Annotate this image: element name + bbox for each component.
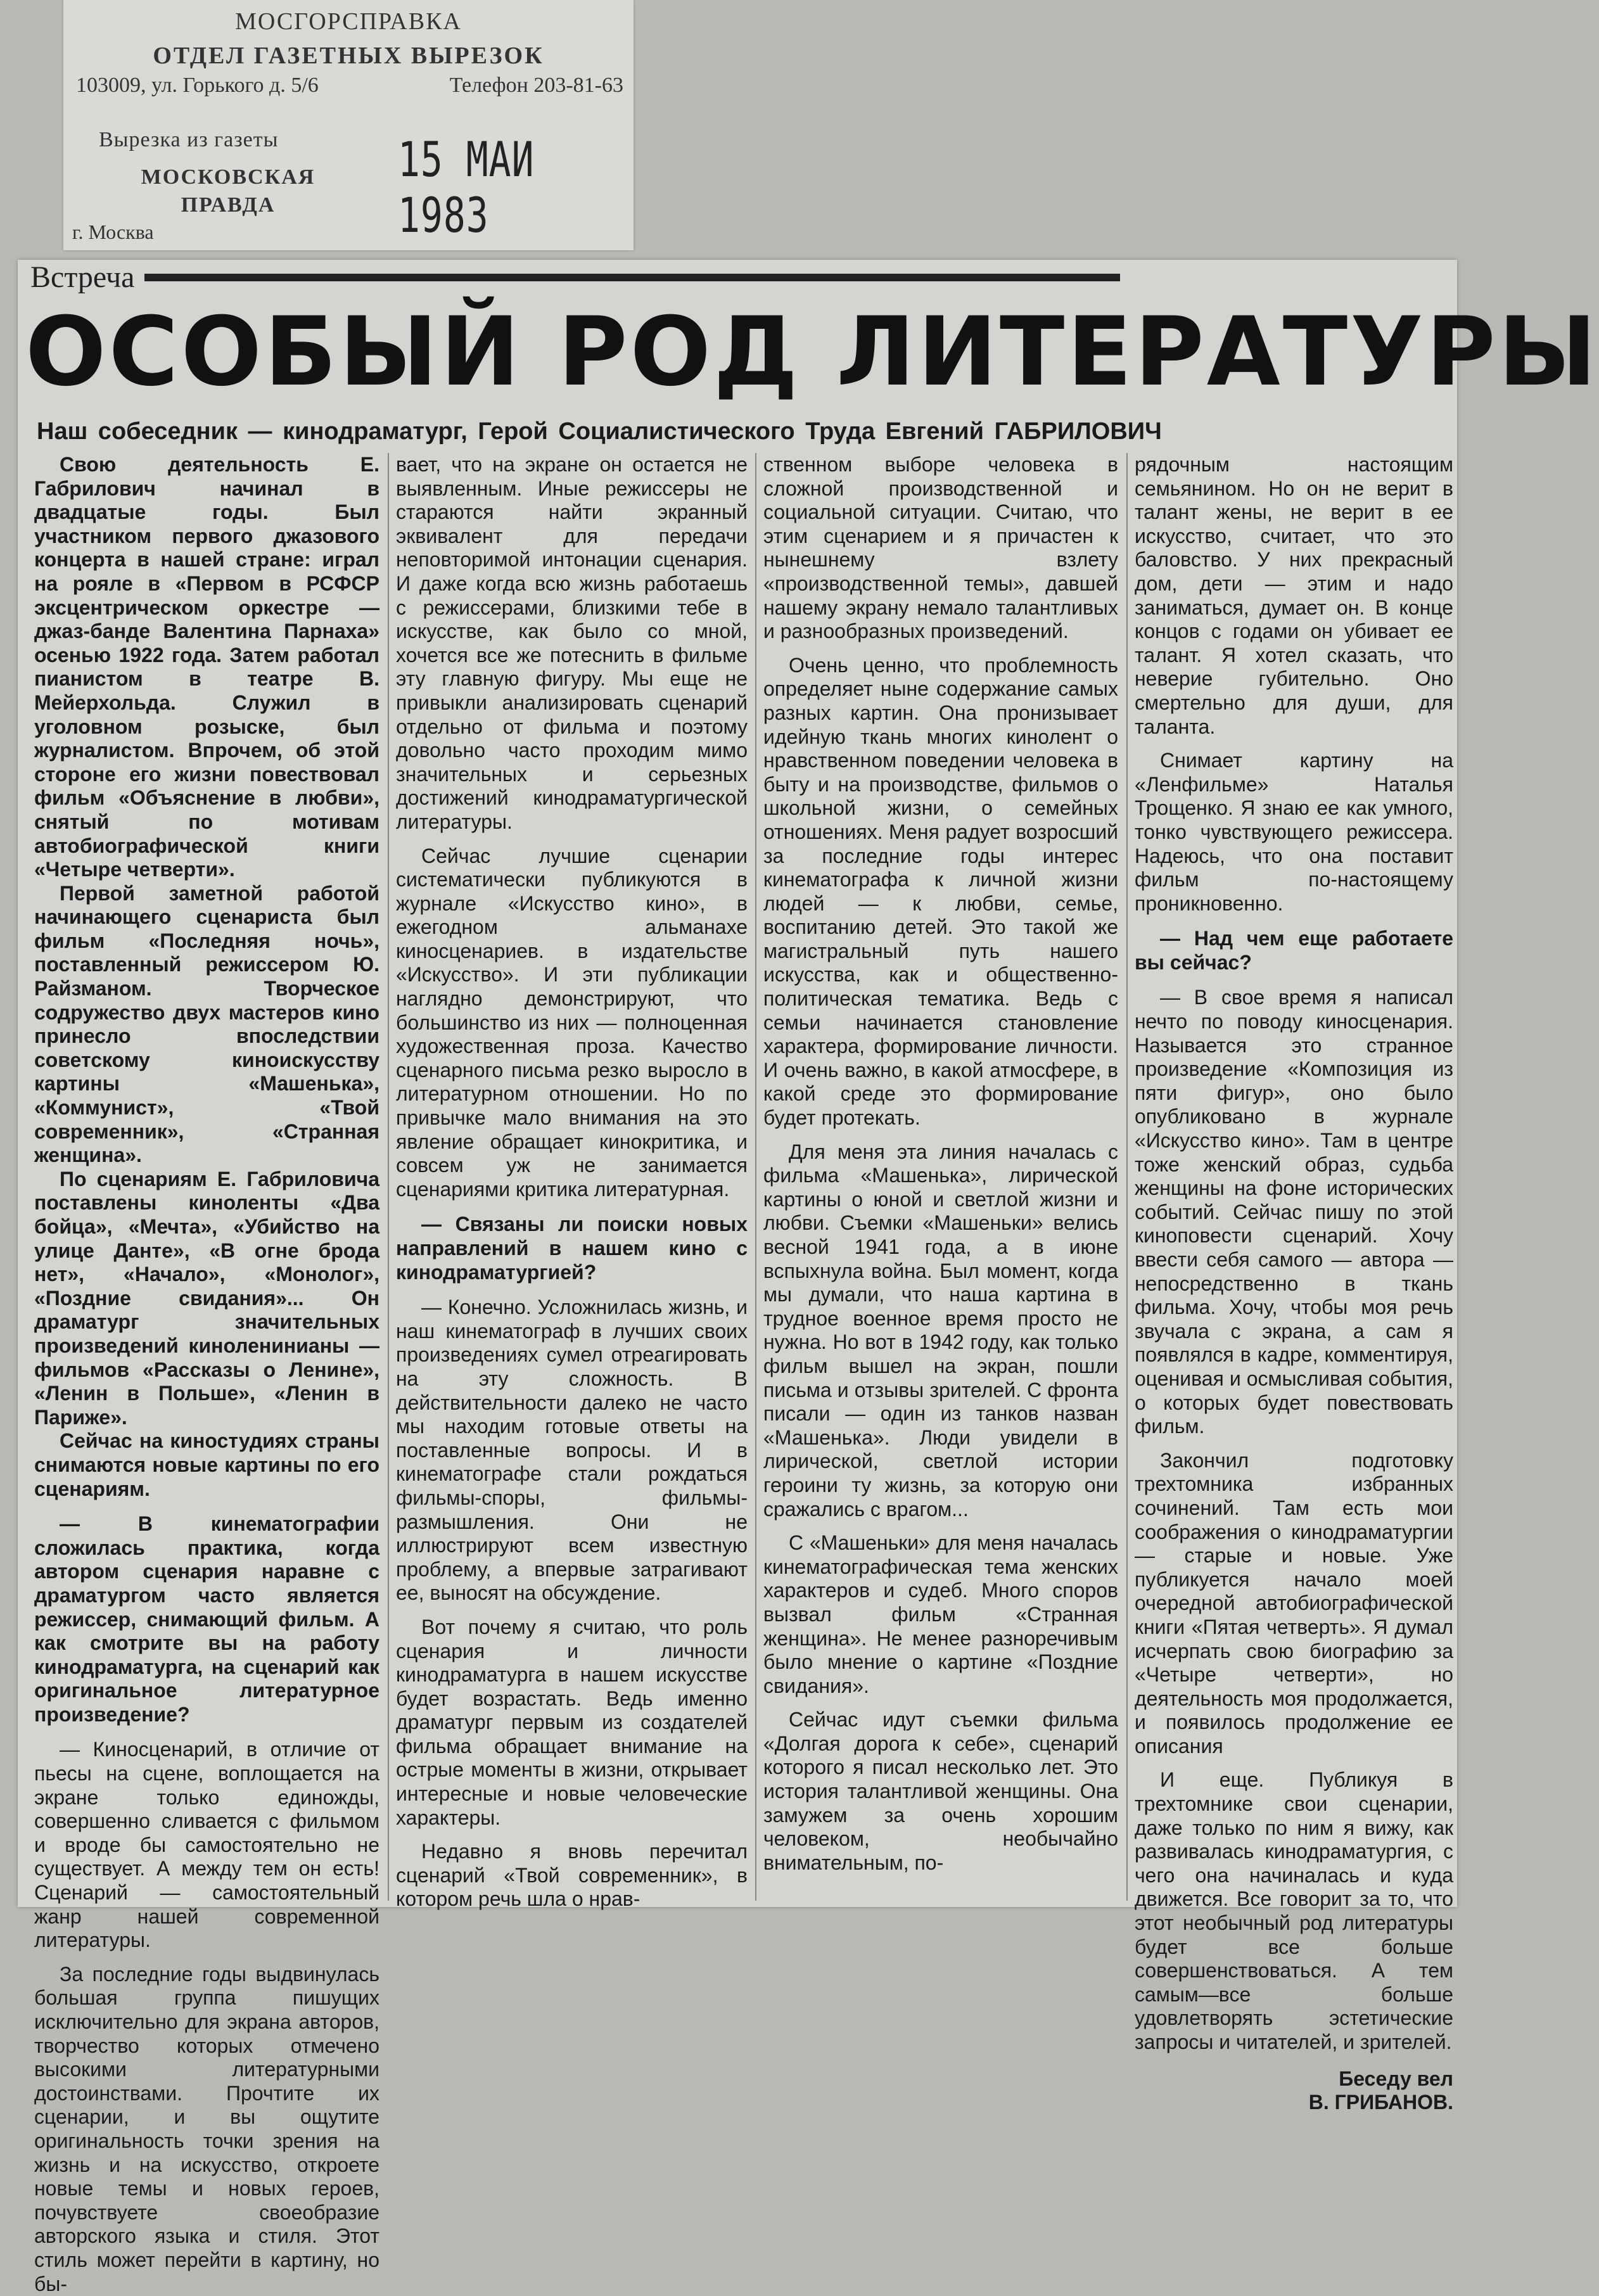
- column-divider: [755, 453, 756, 1901]
- column-1: [34, 453, 379, 2295]
- body-paragraph: За последние годы выдвинулась большая группа пишущих исключительно для экрана авторов, творчество которых отмечено высокими литературными достоинствами. Прочтите их сценарии, и вы ощутите оригинальность точки зрения на жизнь и на искусство, откроете новые темы и новых героев, почувствуете своеобразие авторского языка и стиля. Этот стиль может перейти в картину, но бы-: [34, 1962, 379, 2295]
- newspaper-clipping: [18, 260, 1599, 2295]
- intro-paragraph: Свою деятельность Е. Габрилович начинал в двадцатые годы. Был участником первого джазового концерта в нашей стране: играл на рояле в «Первом в РСФСР эксцентрическом оркестре — джаз-банде Валентина Парнаха» осенью 1922 года. Затем работал пианистом в театре В. Мейерхольда. Служил в уголовном розыске, был журналистом. Впрочем, об этой стороне его жизни повествовал фильм «Объяснение в любви», снятый по мотивам автобиографической книги «Четыре четверти».: [34, 453, 379, 881]
- interview-question: — Над чем еще работаете вы сейчас?: [1135, 927, 1453, 974]
- contact-line: [76, 73, 623, 98]
- column-3: [763, 453, 1118, 1901]
- column-divider: [1126, 453, 1128, 1901]
- article-body: [34, 453, 1453, 2295]
- rubric: [30, 260, 1120, 295]
- body-paragraph: Сейчас идут съемки фильма «Долгая дорога к себе», сценарий которого я писал несколько лет. Это история талантливой женщины. Она замужем за очень хорошим человеком, необычайно внимательным, по-: [763, 1708, 1118, 1874]
- column-2: [396, 453, 748, 1911]
- body-paragraph: Закончил подготовку трехтомника избранных сочинений. Там есть мои соображения о кинодраматургии — старые и новые. Уже публикуется начало моей очередной автобиографической книги «Пятая четверть». Я думал исчерпать свою биографию за «Четыре четверти», но деятельность моя продолжается, и появилось продолжение ее описания: [1135, 1448, 1453, 1757]
- body-paragraph: ственном выборе человека в сложной производственной и социальной ситуации. Считаю, что этим сценарием и я причастен к нынешнему взлету «производственной темы», давшей нашему экрану немало талантливых и разнообразных произведений.: [763, 453, 1118, 643]
- article-deck: Наш собеседник — кинодраматург, Герой Социалистического Труда Евгений ГАБРИЛОВИЧ: [37, 418, 1162, 445]
- department-name: ОТДЕЛ ГАЗЕТНЫХ ВЫРЕЗОК: [153, 42, 544, 69]
- clip-date: 15 МАИ 1983: [398, 131, 535, 244]
- body-paragraph: Снимает картину на «Ленфильме» Наталья Трощенко. Я знаю ее как умного, тонко чувствующего режиссера. Надеюсь, что она поставит фильм по-настоящему проникновенно.: [1135, 749, 1453, 915]
- article-headline: ОСОБЫЙ РОД ЛИТЕРАТУРЫ: [25, 297, 1599, 407]
- intro-paragraph: По сценариям Е. Габриловича поставлены киноленты «Два бойца», «Мечта», «Убийство на улице Данте», «В огне брода нет», «Начало», «Монолог», «Поздние свидания»... Он драматург значительных произведений киноленинианы — фильмов «Рассказы о Ленине», «Ленин в Польше», «Ленин в Париже».: [34, 1167, 379, 1429]
- city-label: г. Москва: [72, 220, 154, 243]
- body-paragraph: — В свое время я написал нечто по поводу киносценария. Называется это странное произведение «Композиция из пяти фигур», оно было опубликовано в журнале «Искусство кино». Там в центре тоже женский образ, судьба женщины на фоне исторических событий. Сейчас пишу по этой киноповести сценарий. Хочу ввести себя самого — автора — непосредственно в ткань фильма. Хочу, чтобы моя речь звучала с экрана, а сам я появлялся в кадре, комментируя, оценивая и осмысливая события, о которых будет повествовать фильм.: [1135, 986, 1453, 1438]
- body-paragraph: — Конечно. Усложнилась жизнь, и наш кинематограф в лучших своих произведениях сумел отреагировать на эту сложность. В действительности далеко не часто мы находим готовые ответы на поставленные вопросы. И в кинематографе стали рождаться фильмы-споры, фильмы-размышления. Они не иллюстрируют всем известную проблему, а впервые затрагивают ее, выносят на обсуждение.: [396, 1296, 748, 1605]
- body-paragraph: Для меня эта линия началась с фильма «Машенька», лирической картины о юной и светлой жизни и любви. Съемки «Машеньки» велись весной 1941 года, а в июне вспыхнула война. Был момент, когда мы думали, что наша картина в трудное военное время просто не нужна. Но вот в 1942 году, как только фильм вышел на экран, пошли письма и отзывы зрителей. С фронта писали — один из танков назван «Машенька». Люди увидели в лирической, светлой истории героини ту жизнь, за которую они сражались с врагом...: [763, 1140, 1118, 1521]
- body-paragraph: рядочным настоящим семьянином. Но он не верит в талант жены, не верит в ее искусство, считает, что это баловство. У них прекрасный дом, дети — этим и надо заниматься, думает он. В конце концов с годами он убивает ее талант. Я хотел сказать, что неверие губительно. Оно смертельно для души, для таланта.: [1135, 453, 1453, 738]
- byline: [1135, 2067, 1453, 2115]
- agency-address: 103009, ул. Горького д. 5/6: [76, 73, 319, 97]
- body-paragraph: Вот почему я считаю, что роль сценария и личности кинодраматурга в нашем искусстве будет возрастать. Ведь именно драматург первым из создателей фильма обращает внимание на острые моменты в жизни, открывает интересные и новые человеческие характеры.: [396, 1615, 748, 1829]
- rubric-label: Встреча: [30, 260, 135, 294]
- intro-paragraph: Сейчас на киностудиях страны снимаются новые картины по его сценариям.: [34, 1429, 379, 1500]
- interview-question: — В кинематографии сложилась практика, когда автором сценария наравне с драматургом часто является режиссер, снимающий фильм. А как смотрите вы на работу кинодраматурга, на сценарий как оригинальное литературное произведение?: [34, 1512, 379, 1726]
- clipping-agency-stamp: [63, 0, 634, 250]
- intro-paragraph: Первой заметной работой начинающего сценариста был фильм «Последняя ночь», поставленный режиссером Ю. Райзманом. Творческое содружество двух мастеров кино принесло впоследствии советскому киноискусству картины «Машенька», «Коммунист», «Твой современник», «Странная женщина».: [34, 881, 379, 1167]
- byline-label: Беседу вел: [1339, 2067, 1453, 2090]
- column-divider: [388, 453, 389, 1901]
- body-paragraph: И еще. Публикуя в трехтомнике свои сценарии, даже только по ним я вижу, как развивалась кинодраматургия, с чего она начиналась и куда движется. Все говорит за то, что этот необычный род литературы будет все больше совершенствоваться. А тем самым—все больше удовлетворять эстетические запросы и читателей, и зрителей.: [1135, 1768, 1453, 2053]
- newspaper-name: МОСКОВСКАЯ ПРАВДА: [141, 165, 315, 217]
- body-paragraph: — Киносценарий, в отличие от пьесы на сцене, воплощается на экране только единожды, совершенно сливается с фильмом и вроде бы самостоятельно не существует. А между тем он есть! Сценарий — самостоятельный жанр нашей современной литературы.: [34, 1738, 379, 1952]
- rubric-rule: [144, 274, 1120, 281]
- clip-from-label: Вырезка из газеты: [99, 128, 279, 151]
- body-paragraph: Недавно я вновь перечитал сценарий «Твой современник», в котором речь шла о нрав-: [396, 1840, 748, 1911]
- interview-question: — Связаны ли поиски новых направлений в нашем кино с кинодраматургией?: [396, 1213, 748, 1284]
- agency-name: МОСГОРСПРАВКА: [235, 8, 462, 35]
- column-4: [1135, 453, 1453, 2114]
- body-paragraph: вает, что на экране он остается не выявленным. Иные режиссеры не стараются найти экранный эквивалент для передачи неповторимой интонации сценария. И даже когда всю жизнь работаешь с режиссерами, близкими тебе в искусстве, как было со мной, хочется все же потеснить в фильме эту главную фигуру. Мы еще не привыкли анализировать сценарий отдельно от фильма и поэтому довольно часто проходим мимо значительных и серьезных достижений кинодраматургической литературы.: [396, 453, 748, 833]
- body-paragraph: С «Машеньки» для меня началась кинематографическая тема женских характеров и судеб. Много споров вызвал фильм «Странная женщина». Не менее разноречивым было мнение о картине «Поздние свидания».: [763, 1531, 1118, 1697]
- body-paragraph: Сейчас лучшие сценарии систематически публикуются в журнале «Искусство кино», в ежегодном альманахе киносценариев. в издательстве «Искусство». И эти публикации наглядно демонстрируют, что большинство из них — полноценная художественная проза. Качество сценарного письма резко выросло в литературном отношении. Но по привычке мало внимания на это явление обращает кинокритика, и совсем уж не занимается сценариями критика литературная.: [396, 844, 748, 1201]
- agency-phone: Телефон 203-81-63: [449, 73, 623, 97]
- body-paragraph: Очень ценно, что проблемность определяет ныне содержание самых разных картин. Она пронизывает идейную ткань многих кинолент о нравственном поведении человека в быту и на производстве, фильмов о школьной жизни, о семейных отношениях. Меня радует возросший за последние годы интерес кинематографа к личной жизни людей — к любви, семье, воспитанию детей. Это такой же магистральный путь нашего искусства, как и общественно-политическая тематика. Ведь с семьи начинается становление характера, формирование личности. И очень важно, в какой атмосфере, в какой среде это формирование будет протекать.: [763, 653, 1118, 1130]
- byline-author: В. ГРИБАНОВ.: [1308, 2091, 1453, 2114]
